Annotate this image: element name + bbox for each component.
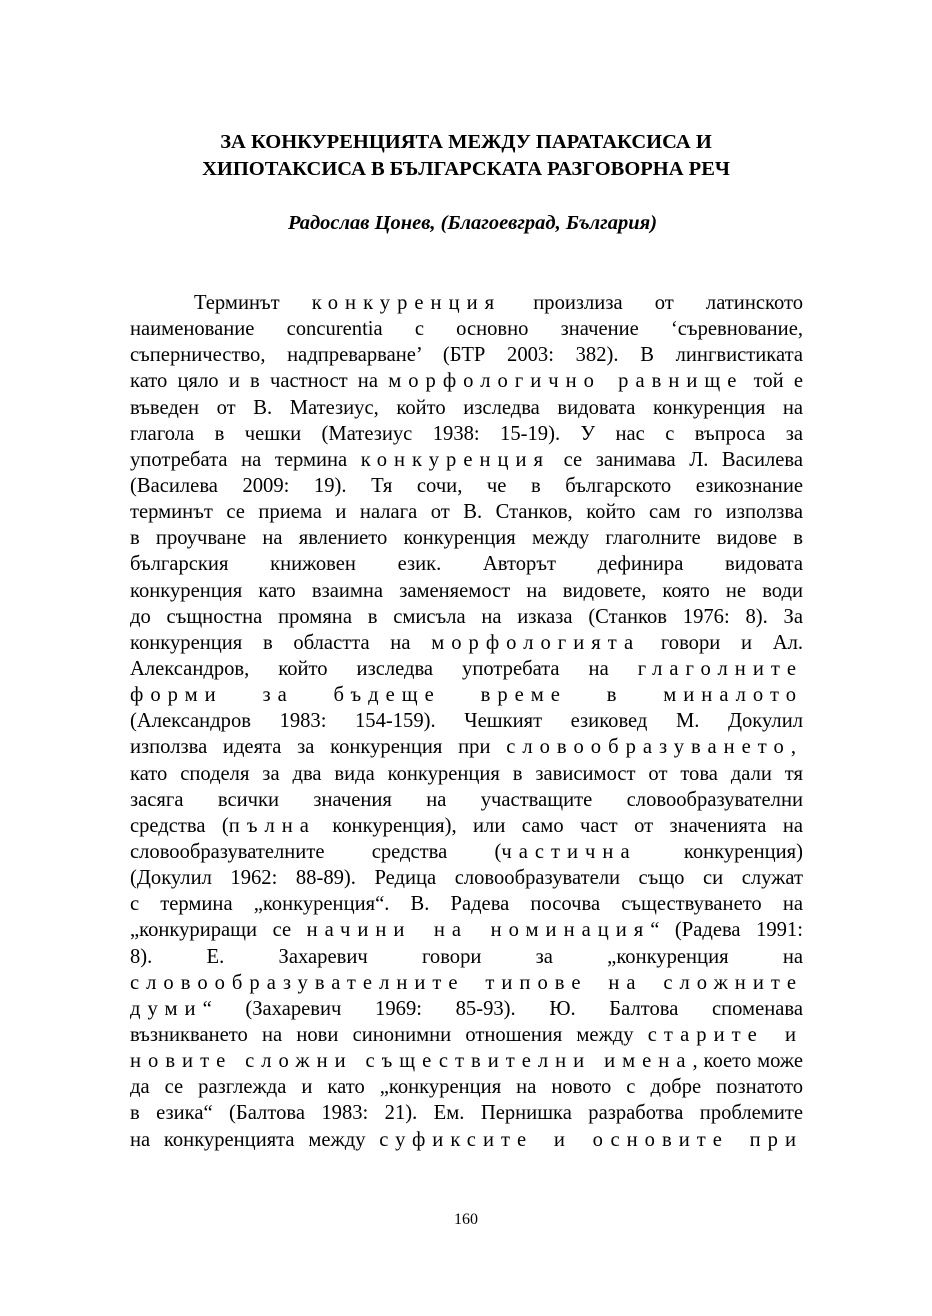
body-line: българския книжовен език. Авторът дефинира видовата xyxy=(130,553,803,576)
body-line: (Василева 2009: 19). Тя сочи, че в българското езикознание xyxy=(130,474,803,497)
body-line: средства (пълна конкуренция), или само част от значенията на xyxy=(130,814,803,837)
body-line: на конкуренцията между суфиксите и основите при xyxy=(130,1128,803,1151)
title-line-1: ЗА КОНКУРЕНЦИЯТА МЕЖДУ ПАРАТАКСИСА И xyxy=(220,131,712,153)
body-line: (Докулил 1962: 88-89). Редица словообразуватели също си служат xyxy=(130,867,803,890)
body-line: терминът се приема и налага от В. Станков, който сам го използва xyxy=(130,501,803,524)
body-line: словообразувателните средства (частична конкуренция) xyxy=(130,840,803,863)
spaced-term: морфологията xyxy=(431,631,641,654)
spaced-term: глаголните xyxy=(637,657,803,680)
body-line: като споделя за два вида конкуренция в зависимост от това дали тя xyxy=(130,762,803,785)
body-line: конкуренция в областта на морфологията говори и Ал. xyxy=(130,631,803,654)
body-line: (Александров 1983: 154-159). Чешкият езиковед М. Докулил xyxy=(130,710,803,733)
spaced-term: старите и xyxy=(647,1023,803,1046)
body-line: с термина „конкуренция“. В. Радева посочва съществуването на xyxy=(130,893,803,916)
spaced-term: морфологично равнище xyxy=(388,370,744,393)
body-line xyxy=(130,682,803,708)
spaced-term: новите сложни съществителни имена xyxy=(130,1050,693,1073)
spaced-term: пълна xyxy=(228,814,316,837)
body-line: глагола в чешки (Матезиус 1938: 15-19). У нас с въпроса за xyxy=(130,422,803,445)
spaced-term: суфиксите и основите при xyxy=(379,1128,803,1151)
body-line: като цяло и в частност на морфологично равнище той е xyxy=(130,370,803,393)
spaced-term: словообразуването, xyxy=(506,736,803,759)
body-line: Терминът конкуренция произлиза от латинското xyxy=(194,292,803,314)
body-line: Александров, който изследва употребата на глаголните xyxy=(130,657,803,680)
body-line: новите сложни съществителни имена, което може xyxy=(130,1050,803,1073)
body-line: засяга всички значения на участващите словообразувателни xyxy=(130,788,803,811)
spaced-term: словообразувателните типове на сложните xyxy=(130,971,803,994)
body-line: конкуренция като взаимна заменяемост на видовете, която не води xyxy=(130,579,803,602)
body-line: до същностна промяна в смисъла на изказа (Станков 1976: 8). За xyxy=(130,605,803,628)
body-line: да се разглежда и като „конкуренция на новото с добре познатото xyxy=(130,1076,803,1099)
spaced-term: конкуренция xyxy=(311,292,502,314)
body-line xyxy=(130,970,803,996)
body-line: възникването на нови синонимни отношения между старите и xyxy=(130,1023,803,1046)
body-line: „конкуриращи се начини на номинация“ (Радева 1991: xyxy=(130,919,803,942)
title-line-2: ХИПОТАКСИСА В БЪЛГАРСКАТА РАЗГОВОРНА РЕЧ xyxy=(202,158,730,180)
body-line: използва идеята за конкуренция при словообразуването, xyxy=(130,736,803,759)
spaced-term: конкуренция xyxy=(360,448,551,471)
spaced-term: форми за бъдеще време в миналото xyxy=(130,684,803,707)
body-line: въведен от В. Матезиус, който изследва видовата конкуренция на xyxy=(130,396,803,419)
body-line: думи“ (Захаревич 1969: 85-93). Ю. Балтова споменава xyxy=(130,997,803,1020)
page-number: 160 xyxy=(454,1211,478,1228)
body-line: в езика“ (Балтова 1983: 21). Ем. Пернишка разработва проблемите xyxy=(130,1102,803,1125)
body-line: в проучване на явлението конкуренция между глаголните видове в xyxy=(130,527,803,550)
body-paragraph xyxy=(130,290,803,1153)
paper-title xyxy=(120,129,812,183)
spaced-term: думи xyxy=(130,997,203,1020)
body-line: употребата на термина конкуренция се занимава Л. Василева xyxy=(130,448,803,471)
spaced-term: начини на номинация xyxy=(306,919,651,942)
body-line: съперничество, надпреварване’ (БТР 2003: 382). В лингвистиката xyxy=(130,344,803,367)
author-line: Радослав Цонев, (Благоевград, България) xyxy=(288,212,658,234)
body-line: наименование concurentia с основно значение ‘съревнование, xyxy=(130,318,803,341)
spaced-term: частична xyxy=(501,840,637,863)
body-line: 8). Е. Захаревич говори за „конкуренция на xyxy=(130,945,803,968)
